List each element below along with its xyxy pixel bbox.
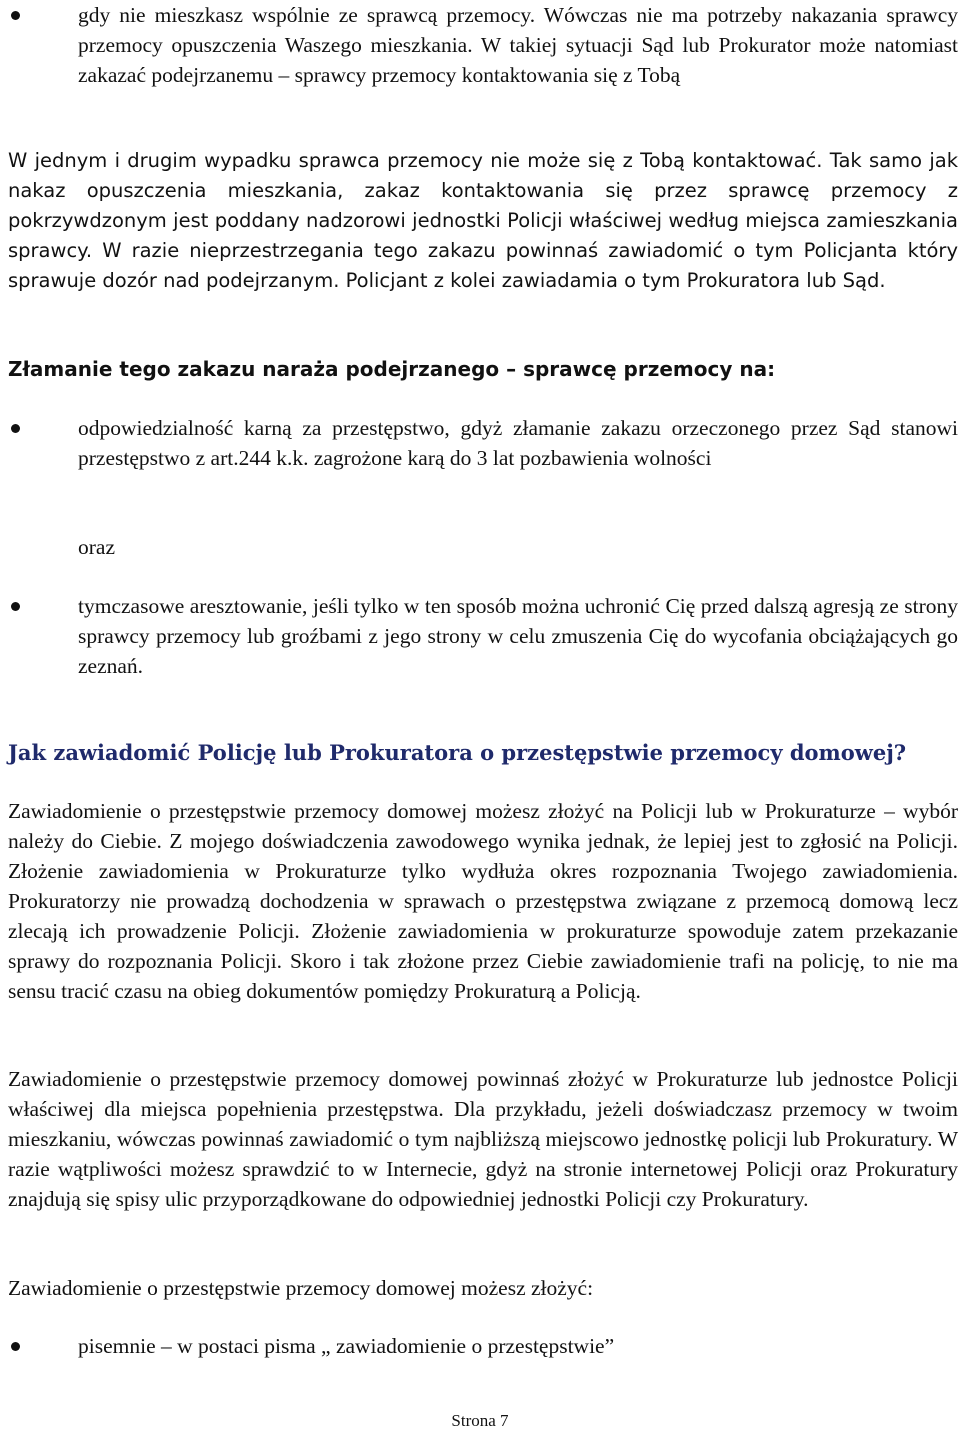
- bullet-icon: [11, 1342, 20, 1351]
- page-number: Strona 7: [451, 1411, 509, 1430]
- bullet-icon: [11, 424, 20, 433]
- bullet-icon: [11, 602, 20, 611]
- paragraph-jurisdiction: Zawiadomienie o przestępstwie przemocy domowej powinnaś złożyć w Prokuraturze lub jednostce Policji właściwej dla miejsca popełnienia przestępstwa. Dla przykładu, jeżeli doświadczasz przemocy w twoim mieszkaniu, wówczas powinnaś zawiadomić o tym najbliższą miejscowo jednostkę policji lub Prokuratury. W razie wątpliwości możesz sprawdzić to w Internecie, gdyż na stronie internetowej Policji oraz Prokuratury znajdują się spisy ulic przyporządkowane do odpowiedniej jednostki Policji czy Prokuratury.: [8, 1067, 958, 1211]
- bullet-text: pisemnie – w postaci pisma „ zawiadomienie o przestępstwie”: [78, 1334, 615, 1358]
- bullet-text: tymczasowe aresztowanie, jeśli tylko w ten sposób można uchronić Cię przed dalszą agresją ze strony sprawcy przemocy lub groźbami z jego strony w celu zmuszenia Cię do wycofania obciążających go zeznań.: [78, 594, 958, 678]
- heading-how-to-notify: Jak zawiadomić Policję lub Prokuratora o przestępstwie przemocy domowej?: [8, 740, 907, 765]
- bullet-text: gdy nie mieszkasz wspólnie ze sprawcą przemocy. Wówczas nie ma potrzeby nakazania sprawcy przemocy opuszczenia Waszego mieszkania. W takiej sytuacji Sąd lub Prokurator może natomiast zakazać podejrzanemu – sprawcy przemocy kontaktowania się z Tobą: [78, 3, 958, 87]
- paragraph-where-to-file: Zawiadomienie o przestępstwie przemocy domowej możesz złożyć na Policji lub w Prokuraturze – wybór należy do Ciebie. Z mojego doświadczenia zawodowego wynika jednak, że lepiej jest to zgłosić na Policji. Złożenie zawiadomienia w Prokuraturze tylko wydłuża okres rozpoznania Twojego zawiadomienia. Prokuratorzy nie prowadzą dochodzenia w sprawach o przestępstwa związane z przemocą domową lecz zlecają ich prowadzenie Policji. Złożenie zawiadomienia w prokuraturze spowoduje zatem przekazanie sprawy do rozpoznania Policji. Skoro i tak złożone przez Ciebie zawiadomienie trafi na policję, to nie ma sensu tracić czasu na obieg dokumentów pomiędzy Prokuraturą a Policją.: [8, 799, 958, 1003]
- paragraph-forms-intro: Zawiadomienie o przestępstwie przemocy domowej możesz złożyć:: [8, 1276, 594, 1300]
- connector-text: oraz: [78, 535, 115, 559]
- heading-breach-consequences: Złamanie tego zakazu naraża podejrzanego – sprawcę przemocy na:: [8, 357, 776, 381]
- bullet-icon: [11, 11, 20, 20]
- paragraph-contact-ban: W jednym i drugim wypadku sprawca przemocy nie może się z Tobą kontaktować. Tak samo jak nakaz opuszczenia mieszkania, zakaz kontaktowania się przez sprawcę przemocy z pokrzywdzonym jest poddany nadzorowi jednostki Policji właściwej według miejsca zamieszkania sprawcy. W razie nieprzestrzegania tego zakazu powinnaś zawiadomić o tym Policjanta który sprawuje dozór nad podejrzanym. Policjant z kolei zawiadamia o tym Prokuratora lub Sąd.: [8, 149, 958, 292]
- bullet-text: odpowiedzialność karną za przestępstwo, gdyż złamanie zakazu orzeczonego przez Sąd stanowi przestępstwo z art.244 k.k. zagrożone karą do 3 lat pozbawienia wolności: [78, 416, 958, 470]
